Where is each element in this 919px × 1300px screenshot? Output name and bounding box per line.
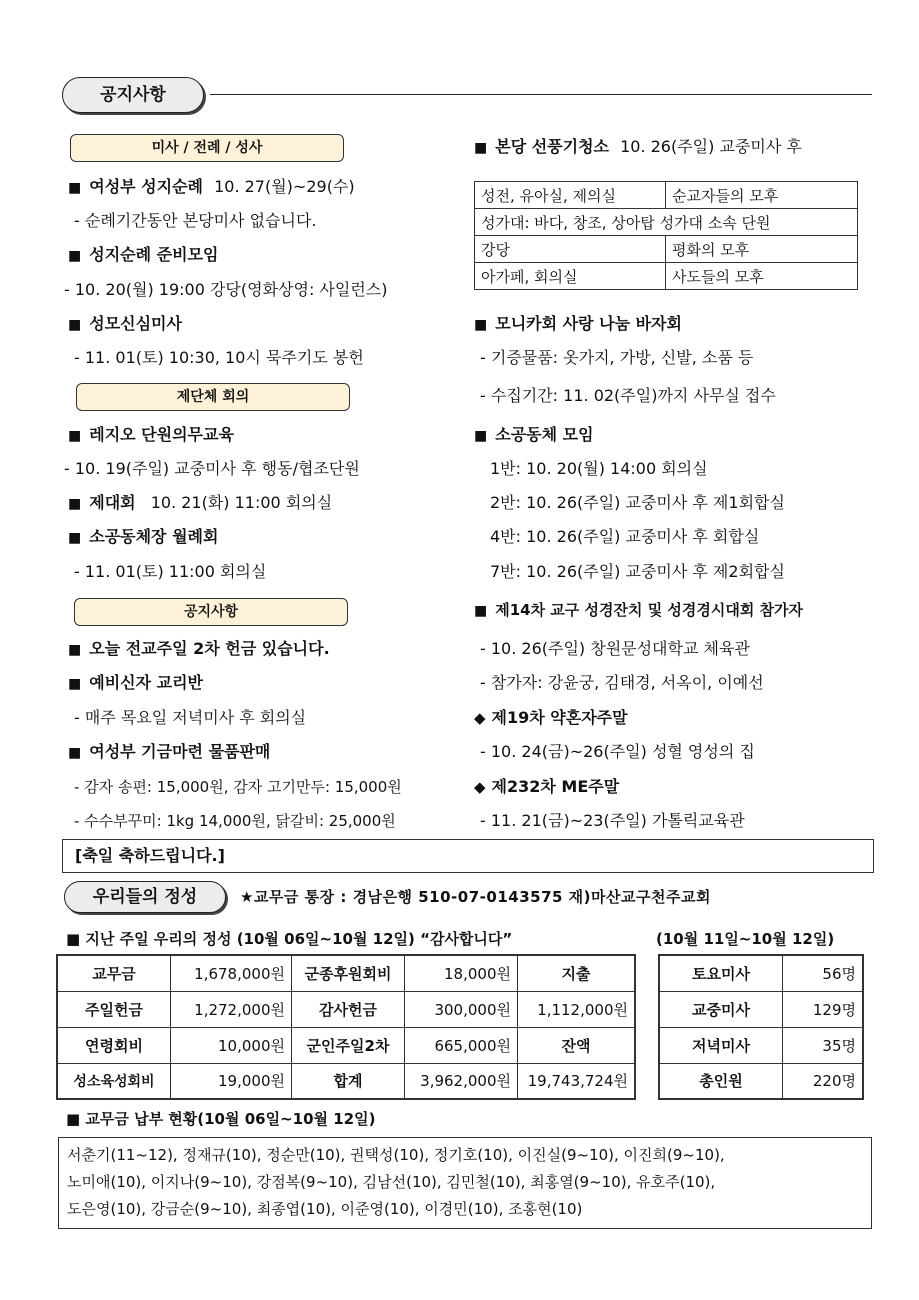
subhead-notice: 공지사항 — [74, 598, 348, 626]
table-cell: 3,962,000원 — [405, 1063, 518, 1099]
item-title: ■ 제14차 교구 성경잔치 및 성경경시대회 참가자 — [474, 599, 803, 622]
item-detail: - 11. 01(토) 11:00 회의실 — [74, 562, 267, 581]
cleaning-table — [474, 181, 858, 290]
account-info: ★교무금 통장 : 경남은행 510-07-0143575 재)마산교구천주교회 — [240, 888, 711, 906]
item-detail: - 순례기간동안 본당미사 없습니다. — [74, 211, 317, 230]
item-title: ■ 제대회 — [68, 493, 136, 512]
header-rule — [210, 94, 872, 95]
item-detail: - 10. 24(금)~26(주일) 성혈 영성의 집 — [480, 742, 755, 761]
table-cell: 강당 — [475, 236, 666, 263]
table-cell: 아가페, 회의실 — [475, 263, 666, 290]
subhead-meetings: 제단체 회의 — [76, 383, 350, 411]
table-cell: 연령회비 — [57, 1027, 171, 1063]
table-cell: 잔액 — [518, 1027, 636, 1063]
list-item: 2반: 10. 26(주일) 교중미사 후 제1회합실 — [490, 493, 785, 512]
item-date: 10. 27(월)~29(수) — [214, 177, 355, 196]
table-cell: 성가대: 바다, 창조, 상아탑 성가대 소속 단원 — [475, 209, 858, 236]
item-pilgrimage — [68, 176, 355, 199]
item-detail: - 매주 목요일 저녁미사 후 회의실 — [74, 708, 307, 727]
list-item: 7반: 10. 26(주일) 교중미사 후 제2회합실 — [490, 562, 785, 581]
item-title: ◆ 제232차 ME주말 — [474, 776, 619, 798]
table-cell: 1,112,000원 — [518, 991, 636, 1027]
table-cell: 56명 — [783, 955, 864, 991]
item-title: ■ 오늘 전교주일 2차 헌금 있습니다. — [68, 638, 330, 661]
table-cell: 성소육성회비 — [57, 1063, 171, 1099]
item-fan-cleaning — [474, 136, 802, 159]
item-detail: - 10. 19(주일) 교중미사 후 행동/협조단원 — [64, 459, 360, 478]
list-item: 4반: 10. 26(주일) 교중미사 후 회합실 — [490, 527, 760, 546]
item-title: ■ 성모신심미사 — [68, 313, 182, 336]
table-cell: 교무금 — [57, 955, 171, 991]
offering-table — [56, 954, 636, 1100]
item-detail: - 수수부꾸미: 1kg 14,000원, 닭갈비: 25,000원 — [74, 812, 396, 830]
item-title: ■ 예비신자 교리반 — [68, 672, 203, 695]
item-detail: - 11. 21(금)~23(주일) 가톨릭교육관 — [480, 811, 745, 830]
section-title-notice: 공지사항 — [62, 77, 204, 113]
subhead-mass: 미사 / 전례 / 성사 — [70, 134, 344, 162]
table-cell: 감사헌금 — [292, 991, 405, 1027]
item-title: ■ 레지오 단원의무교육 — [68, 424, 234, 447]
congrats-text: [축일 축하드립니다.] — [75, 846, 225, 865]
item-detail: - 10. 20(월) 19:00 강당(영화상영: 사일런스) — [64, 280, 388, 299]
table-cell: 19,743,724원 — [518, 1063, 636, 1099]
section-title-offering: 우리들의 정성 — [64, 881, 226, 913]
dues-line: 도은영(10), 강금순(9~10), 최종엽(10), 이준영(10), 이경민(10), 조홍현(10) — [67, 1200, 583, 1218]
item-title: ■ 소공동체장 월례회 — [68, 526, 218, 549]
table-cell: 10,000원 — [171, 1027, 292, 1063]
table-cell: 129명 — [783, 991, 864, 1027]
item-altar — [68, 492, 332, 515]
dues-box — [58, 1137, 872, 1229]
table-cell: 300,000원 — [405, 991, 518, 1027]
item-title: ■ 성지순례 준비모임 — [68, 244, 218, 267]
item-date: 10. 26(주일) 교중미사 후 — [620, 137, 802, 156]
offering-title: ■ 지난 주일 우리의 정성 (10월 06일~10월 12일) “감사합니다” — [66, 930, 513, 948]
table-cell: 총인원 — [659, 1063, 783, 1099]
item-detail: - 감자 송편: 15,000원, 감자 고기만두: 15,000원 — [74, 778, 402, 796]
table-cell: 합계 — [292, 1063, 405, 1099]
table-cell: 665,000원 — [405, 1027, 518, 1063]
item-title: ■ 소공동체 모임 — [474, 424, 594, 447]
item-title: ◆ 제19차 약혼자주말 — [474, 707, 628, 729]
table-cell: 지출 — [518, 955, 636, 991]
table-cell: 주일헌금 — [57, 991, 171, 1027]
table-cell: 1,272,000원 — [171, 991, 292, 1027]
item-date: 10. 21(화) 11:00 회의실 — [150, 493, 333, 512]
table-cell: 군인주일2차 — [292, 1027, 405, 1063]
table-cell: 220명 — [783, 1063, 864, 1099]
table-cell: 성전, 유아실, 제의실 — [475, 182, 666, 209]
attendance-title: (10월 11일~10월 12일) — [656, 930, 835, 948]
item-detail: - 수집기간: 11. 02(주일)까지 사무실 접수 — [480, 386, 776, 405]
item-detail: - 10. 26(주일) 창원문성대학교 체육관 — [480, 639, 750, 658]
dues-line: 노미애(10), 이지나(9~10), 강점복(9~10), 김남선(10), 김민철(10), 최홍열(9~10), 유호주(10), — [67, 1173, 716, 1191]
congrats-box — [62, 839, 874, 873]
table-cell: 1,678,000원 — [171, 955, 292, 991]
table-cell: 순교자들의 모후 — [666, 182, 858, 209]
table-cell: 사도들의 모후 — [666, 263, 858, 290]
item-title: ■ 여성부 기금마련 물품판매 — [68, 741, 270, 764]
dues-line: 서춘기(11~12), 정재규(10), 정순만(10), 권택성(10), 정기호(10), 이진실(9~10), 이진희(9~10), — [67, 1146, 725, 1164]
attendance-table — [658, 954, 864, 1100]
item-detail: - 11. 01(토) 10:30, 10시 묵주기도 봉헌 — [74, 348, 364, 367]
list-item: 1반: 10. 20(월) 14:00 회의실 — [490, 459, 708, 478]
table-cell: 군종후원회비 — [292, 955, 405, 991]
item-title: ■ 여성부 성지순례 — [68, 177, 203, 196]
item-detail: - 기증물품: 옷가지, 가방, 신발, 소품 등 — [480, 348, 754, 367]
table-cell: 19,000원 — [171, 1063, 292, 1099]
item-title: ■ 모니카회 사랑 나눔 바자회 — [474, 313, 682, 336]
table-cell: 평화의 모후 — [666, 236, 858, 263]
table-cell: 토요미사 — [659, 955, 783, 991]
table-cell: 35명 — [783, 1027, 864, 1063]
dues-title: ■ 교무금 납부 현황(10월 06일~10월 12일) — [66, 1110, 376, 1128]
item-detail: - 참가자: 강윤궁, 김태경, 서옥이, 이예선 — [480, 673, 764, 692]
item-title: ■ 본당 선풍기청소 — [474, 137, 609, 156]
table-cell: 18,000원 — [405, 955, 518, 991]
table-cell: 저녁미사 — [659, 1027, 783, 1063]
table-cell: 교중미사 — [659, 991, 783, 1027]
